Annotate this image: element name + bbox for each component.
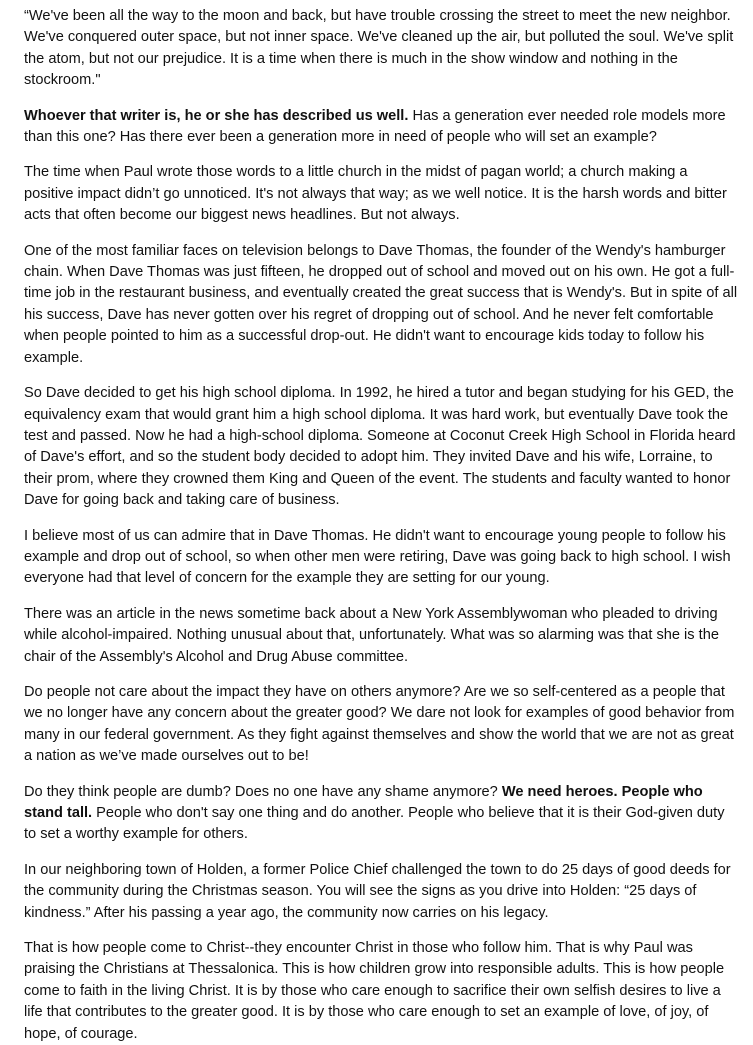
paragraph-1 [24, 6, 739, 92]
paragraph-5 [24, 383, 739, 511]
paragraph-10 [24, 860, 739, 924]
paragraph-11 [24, 938, 739, 1045]
paragraph-3 [24, 162, 739, 226]
bold-text-span: Whoever that writer is, he or she has described us well. [24, 107, 409, 124]
text-span: One of the most familiar faces on television belongs to Dave Thomas, the founder of the Wendy's hamburger chain. When Dave Thomas was just fifteen, he dropped out of school and moved out on his own. He got a full-time job in the restaurant business, and eventually created the great success that is Wendy's. But in spite of all his success, Dave has never gotten over his regret of dropping out of school. And he never felt comfortable when people pointed to him as a successful drop-out. He didn't want to encourage kids today to follow his example. [24, 242, 738, 366]
bold-text-span: We need heroes. People who stand tall. [24, 783, 703, 821]
paragraph-9 [24, 782, 739, 846]
paragraph-2 [24, 106, 739, 149]
text-span: People who don't say one thing and do another. People who believe that it is their God-given duty to set a worthy example for others. [24, 805, 725, 843]
paragraph-8 [24, 682, 739, 768]
paragraph-4 [24, 241, 739, 369]
paragraph-6 [24, 526, 739, 590]
text-span: The time when Paul wrote those words to a little church in the midst of pagan world; a church making a positive impact didn’t go unnoticed. It's not always that way; as we well notice. It is the harsh words and bitter acts that often become our biggest news headlines. But not always. [24, 164, 727, 224]
text-span: So Dave decided to get his high school diploma. In 1992, he hired a tutor and began studying for his GED, the equivalency exam that would grant him a high school diploma. It was hard work, but eventually Dave took the test and passed. Now he had a high-school diploma. Someone at Coconut Creek High School in Florida heard of Dave's effort, and so the student body decided to adopt him. They invited Dave and his wife, Lorraine, to their prom, where they crowned them King and Queen of the event. The students and faculty wanted to honor Dave for going back and taking care of business. [24, 385, 736, 509]
text-span: There was an article in the news sometime back about a New York Assemblywoman who pleaded to driving while alcohol-impaired. Nothing unusual about that, unfortunately. What was so alarming was that she is the chair of the Assembly's Alcohol and Drug Abuse committee. [24, 605, 719, 665]
text-span: Do they think people are dumb? Does no one have any shame anymore? [24, 783, 502, 800]
text-span: “We've been all the way to the moon and back, but have trouble crossing the street to meet the new neighbor. We've conquered outer space, but not inner space. We've cleaned up the air, but polluted the soul. We've split the atom, but not our prejudice. It is a time when there is much in the show window and nothing in the stockroom." [24, 8, 734, 89]
text-span: Has a generation ever needed role models more than this one? Has there ever been a generation more in need of people who will set an example? [24, 107, 726, 146]
document-body [24, 6, 739, 1045]
paragraph-7 [24, 604, 739, 668]
text-span: That is how people come to Christ--they encounter Christ in those who follow him. That is why Paul was praising the Christians at Thessalonica. This is how children grow into responsible adults. This is how people come to faith in the living Christ. It is by those who care enough to sacrifice their own selfish desires to live a life that contributes to the greater good. It is by those who care enough to set an example of love, of joy, of hope, of courage. [24, 940, 725, 1042]
text-span: Do people not care about the impact they have on others anymore? Are we so self-centered as a people that we no longer have any concern about the greater good? We dare not look for examples of good behavior from many in our federal government. As they fight against themselves and show the world that we are not as great a nation as we’ve made ourselves out to be! [24, 683, 735, 765]
text-span: I believe most of us can admire that in Dave Thomas. He didn't want to encourage young people to follow his example and drop out of school, so when other men were retiring, Dave was going back to high school. I wish everyone had that level of concern for the example they are setting for our young. [24, 527, 731, 587]
text-span: In our neighboring town of Holden, a former Police Chief challenged the town to do 25 days of good deeds for the community during the Christmas season. You will see the signs as you drive into Holden: “25 days of kindness.” After his passing a year ago, the community now carries on his legacy. [24, 861, 731, 921]
